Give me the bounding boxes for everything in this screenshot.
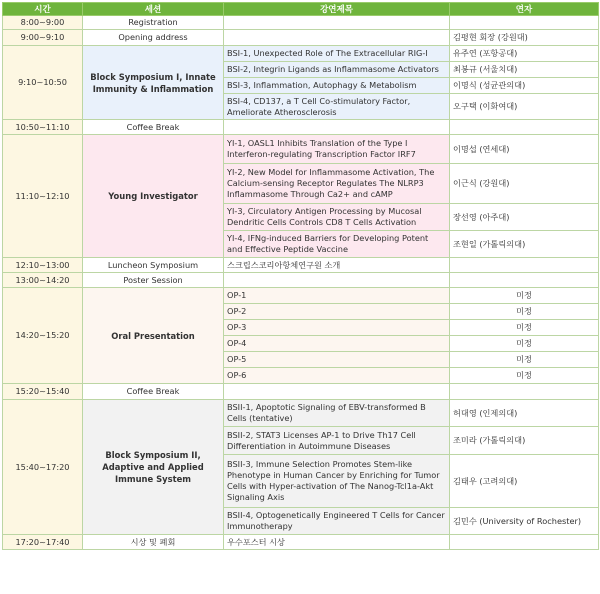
header-title: 강연제목 xyxy=(224,3,450,16)
title-cell: 스크립스코리아항체연구원 소개 xyxy=(224,258,450,273)
speaker-cell: 조현일 (가톨릭의대) xyxy=(450,231,599,258)
speaker-cell xyxy=(450,258,599,273)
speaker-cell: 미정 xyxy=(450,336,599,352)
speaker-cell: 이근식 (강원대) xyxy=(450,164,599,204)
speaker-cell: 미정 xyxy=(450,304,599,320)
title-cell: OP-3 xyxy=(224,320,450,336)
title-cell: BSI-1, Unexpected Role of The Extracellular RIG-I xyxy=(224,46,450,62)
title-cell xyxy=(224,30,450,46)
speaker-cell: 이명섭 (연세대) xyxy=(450,135,599,164)
speaker-cell: 오구택 (이화여대) xyxy=(450,94,599,120)
time-cell: 11:10~12:10 xyxy=(3,135,83,258)
title-cell: BSII-2, STAT3 Licenses AP-1 to Drive Th17 Cell Differentiation in Autoimmune Diseases xyxy=(224,427,450,455)
session-cell: Coffee Break xyxy=(83,120,224,135)
session-cell: Poster Session xyxy=(83,273,224,288)
session-cell: Registration xyxy=(83,16,224,30)
session-cell: Opening address xyxy=(83,30,224,46)
session-cell: Coffee Break xyxy=(83,384,224,400)
table-row xyxy=(3,46,599,62)
time-cell: 14:20~15:20 xyxy=(3,288,83,384)
speaker-cell: 미정 xyxy=(450,352,599,368)
table-row xyxy=(3,258,599,273)
speaker-cell: 미정 xyxy=(450,288,599,304)
header-session: 세션 xyxy=(83,3,224,16)
session-cell: Block Symposium II, Adaptive and Applied Immune System xyxy=(83,400,224,535)
speaker-cell xyxy=(450,535,599,550)
title-cell: OP-2 xyxy=(224,304,450,320)
header-row xyxy=(3,3,599,16)
session-cell: Block Symposium I, Innate Immunity & Inflammation xyxy=(83,46,224,120)
session-cell: Luncheon Symposium xyxy=(83,258,224,273)
speaker-cell: 최봉규 (서울치대) xyxy=(450,62,599,78)
speaker-cell: 유주연 (포항공대) xyxy=(450,46,599,62)
table-row xyxy=(3,135,599,164)
time-cell: 13:00~14:20 xyxy=(3,273,83,288)
speaker-cell xyxy=(450,384,599,400)
time-cell: 9:00~9:10 xyxy=(3,30,83,46)
title-cell xyxy=(224,273,450,288)
table-row xyxy=(3,384,599,400)
speaker-cell xyxy=(450,16,599,30)
table-row xyxy=(3,273,599,288)
table-row xyxy=(3,535,599,550)
title-cell: BSII-4, Optogenetically Engineered T Cells for Cancer Immunotherapy xyxy=(224,508,450,535)
time-cell: 9:10~10:50 xyxy=(3,46,83,120)
speaker-cell: 미정 xyxy=(450,320,599,336)
time-cell: 10:50~11:10 xyxy=(3,120,83,135)
title-cell xyxy=(224,16,450,30)
table-row xyxy=(3,400,599,427)
title-cell: 우수포스터 시상 xyxy=(224,535,450,550)
header-speaker: 연자 xyxy=(450,3,599,16)
title-cell xyxy=(224,384,450,400)
header-time: 시간 xyxy=(3,3,83,16)
session-cell: 시상 및 폐회 xyxy=(83,535,224,550)
table-row xyxy=(3,30,599,46)
title-cell: YI-1, OASL1 Inhibits Translation of the Type I Interferon-regulating Transcription Factor IRF7 xyxy=(224,135,450,164)
time-cell: 15:40~17:20 xyxy=(3,400,83,535)
title-cell: BSII-1, Apoptotic Signaling of EBV-transformed B Cells (tentative) xyxy=(224,400,450,427)
speaker-cell: 허대영 (인제의대) xyxy=(450,400,599,427)
speaker-cell xyxy=(450,120,599,135)
time-cell: 17:20~17:40 xyxy=(3,535,83,550)
title-cell: BSI-3, Inflammation, Autophagy & Metabolism xyxy=(224,78,450,94)
speaker-cell xyxy=(450,273,599,288)
speaker-cell: 장선영 (아주대) xyxy=(450,204,599,231)
table-row xyxy=(3,120,599,135)
title-cell: OP-1 xyxy=(224,288,450,304)
title-cell: OP-4 xyxy=(224,336,450,352)
table-row xyxy=(3,16,599,30)
title-cell: YI-2, New Model for Inflammasome Activation, The Calcium-sensing Receptor Regulates The NLRP3 Inflammasome Through Ca2+ and cAMP xyxy=(224,164,450,204)
title-cell: BSII-3, Immune Selection Promotes Stem-like Phenotype in Human Cancer by Enriching for Tumor Cells with Hyper-activation of The Nanog-Tcl1a-Akt Signaling Axis xyxy=(224,455,450,508)
speaker-cell: 미정 xyxy=(450,368,599,384)
title-cell: YI-3, Circulatory Antigen Processing by Mucosal Dendritic Cells Controls CD8 T Cells Activation xyxy=(224,204,450,231)
time-cell: 12:10~13:00 xyxy=(3,258,83,273)
time-cell: 15:20~15:40 xyxy=(3,384,83,400)
title-cell: YI-4, IFNg-induced Barriers for Developing Potent and Effective Peptide Vaccine xyxy=(224,231,450,258)
title-cell: OP-6 xyxy=(224,368,450,384)
time-cell: 8:00~9:00 xyxy=(3,16,83,30)
title-cell: OP-5 xyxy=(224,352,450,368)
speaker-cell: 김민수 (University of Rochester) xyxy=(450,508,599,535)
table-row xyxy=(3,288,599,304)
session-cell: Oral Presentation xyxy=(83,288,224,384)
speaker-cell: 김태우 (고려의대) xyxy=(450,455,599,508)
speaker-cell: 조미라 (가톨릭의대) xyxy=(450,427,599,455)
speaker-cell: 김평현 회장 (강원대) xyxy=(450,30,599,46)
title-cell: BSI-2, Integrin Ligands as Inflammasome Activators xyxy=(224,62,450,78)
session-cell: Young Investigator xyxy=(83,135,224,258)
speaker-cell: 이명식 (성균관의대) xyxy=(450,78,599,94)
title-cell xyxy=(224,120,450,135)
schedule-table xyxy=(2,2,599,550)
title-cell: BSI-4, CD137, a T Cell Co-stimulatory Factor, Ameliorate Atherosclerosis xyxy=(224,94,450,120)
